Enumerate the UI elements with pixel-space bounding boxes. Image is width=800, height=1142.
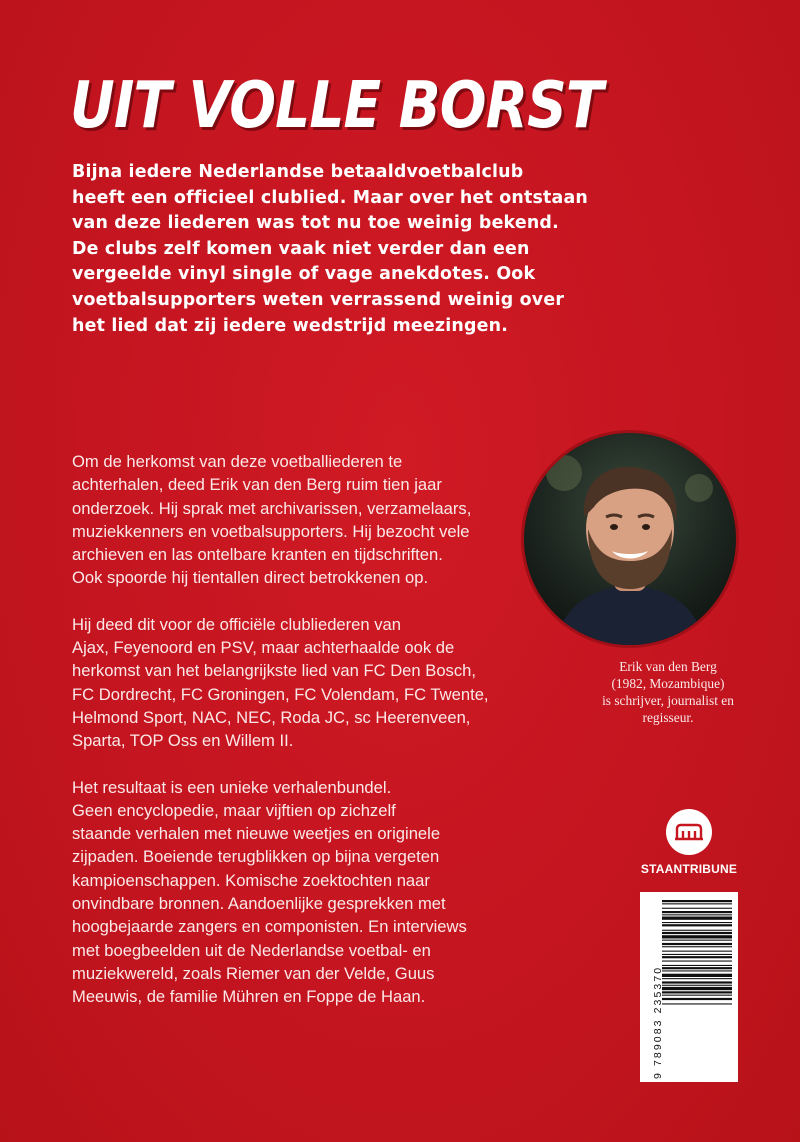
barcode-bar xyxy=(662,940,732,941)
barcode-bar xyxy=(662,970,732,971)
barcode-bar xyxy=(662,1003,732,1004)
body-line: Om de herkomst van deze voetballiederen te xyxy=(72,452,403,471)
body-line: Geen encyclopedie, maar vijftien op zichzelf xyxy=(72,800,396,820)
intro-line: van deze liederen was tot nu toe weinig bekend. xyxy=(72,213,559,234)
body-line: Ook spoorde hij tientallen direct betrokkenen op. xyxy=(72,568,429,588)
body-paragraph-3 xyxy=(72,776,492,1009)
intro-line: voetbalsupporters weten verrassend weinig over xyxy=(72,289,565,310)
barcode-bar xyxy=(662,965,732,966)
barcode-bar xyxy=(662,951,732,952)
barcode-bar xyxy=(662,930,732,931)
body-line: met boegbeelden uit de Nederlandse voetbal- en xyxy=(72,940,431,960)
barcode-bar xyxy=(662,954,732,955)
body-paragraph-1 xyxy=(72,450,492,590)
isbn-number: 9 789083 235370 xyxy=(652,965,664,1079)
barcode-bar xyxy=(662,987,732,990)
intro-line: vergeelde vinyl single of vage anekdotes. Ook xyxy=(72,264,536,285)
author-caption xyxy=(596,658,740,726)
body-line: Het resultaat is een unieke verhalenbundel. xyxy=(72,777,392,797)
caption-line: regisseur. xyxy=(642,710,694,725)
barcode-bar xyxy=(662,998,732,1000)
body-line: archieven en las ontelbare kranten en tijdschriften. xyxy=(72,545,443,565)
barcode-bar xyxy=(662,922,732,923)
caption-line: is schrijver, journalist en xyxy=(602,693,734,708)
body-line: Meeuwis, de familie Mühren en Foppe de Haan. xyxy=(72,987,426,1007)
body-line: onvindbare bronnen. Aandoenlijke gesprekken met xyxy=(72,894,446,914)
body-line: hoogbejaarde zangers en componisten. En interviews xyxy=(72,917,467,937)
body-copy xyxy=(72,450,492,1032)
barcode-bar xyxy=(662,961,732,962)
barcode-bar xyxy=(662,908,732,909)
barcode-bar xyxy=(662,917,732,920)
barcode-bar xyxy=(662,914,732,915)
body-line: herkomst van het belangrijkste lied van FC Den Bosch, xyxy=(72,661,476,681)
barcode-bar xyxy=(662,946,732,947)
body-line: onderzoek. Hij sprak met archivarissen, verzamelaars, xyxy=(72,498,472,518)
barcode-bar xyxy=(662,981,732,983)
barcode-bar xyxy=(662,985,732,986)
publisher-name: STAANTRIBUNE xyxy=(640,862,738,876)
body-line: kampioenschappen. Komische zoektochten naar xyxy=(72,870,430,890)
barcode-bar xyxy=(662,995,732,996)
barcode-bar xyxy=(662,943,732,945)
intro-line: het lied dat zij iedere wedstrijd meezingen. xyxy=(72,315,509,336)
barcode-bar xyxy=(662,956,732,958)
body-line: FC Dordrecht, FC Groningen, FC Volendam, FC Twente, xyxy=(72,684,489,704)
body-line: zijpaden. Boeiende terugblikken op bijna vergeten xyxy=(72,847,440,867)
barcode-bar xyxy=(662,903,732,904)
body-line: achterhalen, deed Erik van den Berg ruim tien jaar xyxy=(72,475,442,495)
body-line: muziekwereld, zoals Riemer van der Velde, Guus xyxy=(72,963,435,983)
author-photo-illustration xyxy=(524,433,736,645)
barcode-bar xyxy=(662,978,732,979)
body-line: Sparta, TOP Oss en Willem II. xyxy=(72,731,294,751)
barcode-bar xyxy=(662,911,732,913)
body-paragraph-2 xyxy=(72,613,492,753)
book-title: UIT VOLLE BORST xyxy=(70,69,603,143)
barcode-bar xyxy=(662,967,732,969)
body-line: staande verhalen met nieuwe weetjes en originele xyxy=(72,824,441,844)
body-line: Hij deed dit voor de officiële clubliederen van xyxy=(72,614,402,634)
barcode-bar xyxy=(662,991,732,993)
intro-line: Bijna iedere Nederlandse betaaldvoetbalclub xyxy=(72,162,524,182)
intro-blurb xyxy=(72,160,592,339)
intro-line: De clubs zelf komen vaak niet verder dan een xyxy=(72,238,530,259)
barcode-bar xyxy=(662,974,732,977)
barcode-bar xyxy=(662,924,732,926)
body-line: muziekkenners en voetbalsupporters. Hij bezocht vele xyxy=(72,521,470,541)
caption-line: (1982, Mozambique) xyxy=(611,676,725,691)
barcode-bar xyxy=(662,900,732,902)
caption-line: Erik van den Berg xyxy=(619,659,717,674)
barcode-bar xyxy=(662,932,732,934)
barcode-bar xyxy=(662,935,732,938)
body-line: Ajax, Feyenoord en PSV, maar achterhaalde ook de xyxy=(72,638,455,658)
author-portrait xyxy=(524,433,736,645)
body-line: Helmond Sport, NAC, NEC, Roda JC, sc Heerenveen, xyxy=(72,707,471,727)
publisher-logo-icon xyxy=(666,809,712,855)
intro-line: heeft een officieel clublied. Maar over het ontstaan xyxy=(72,187,588,208)
